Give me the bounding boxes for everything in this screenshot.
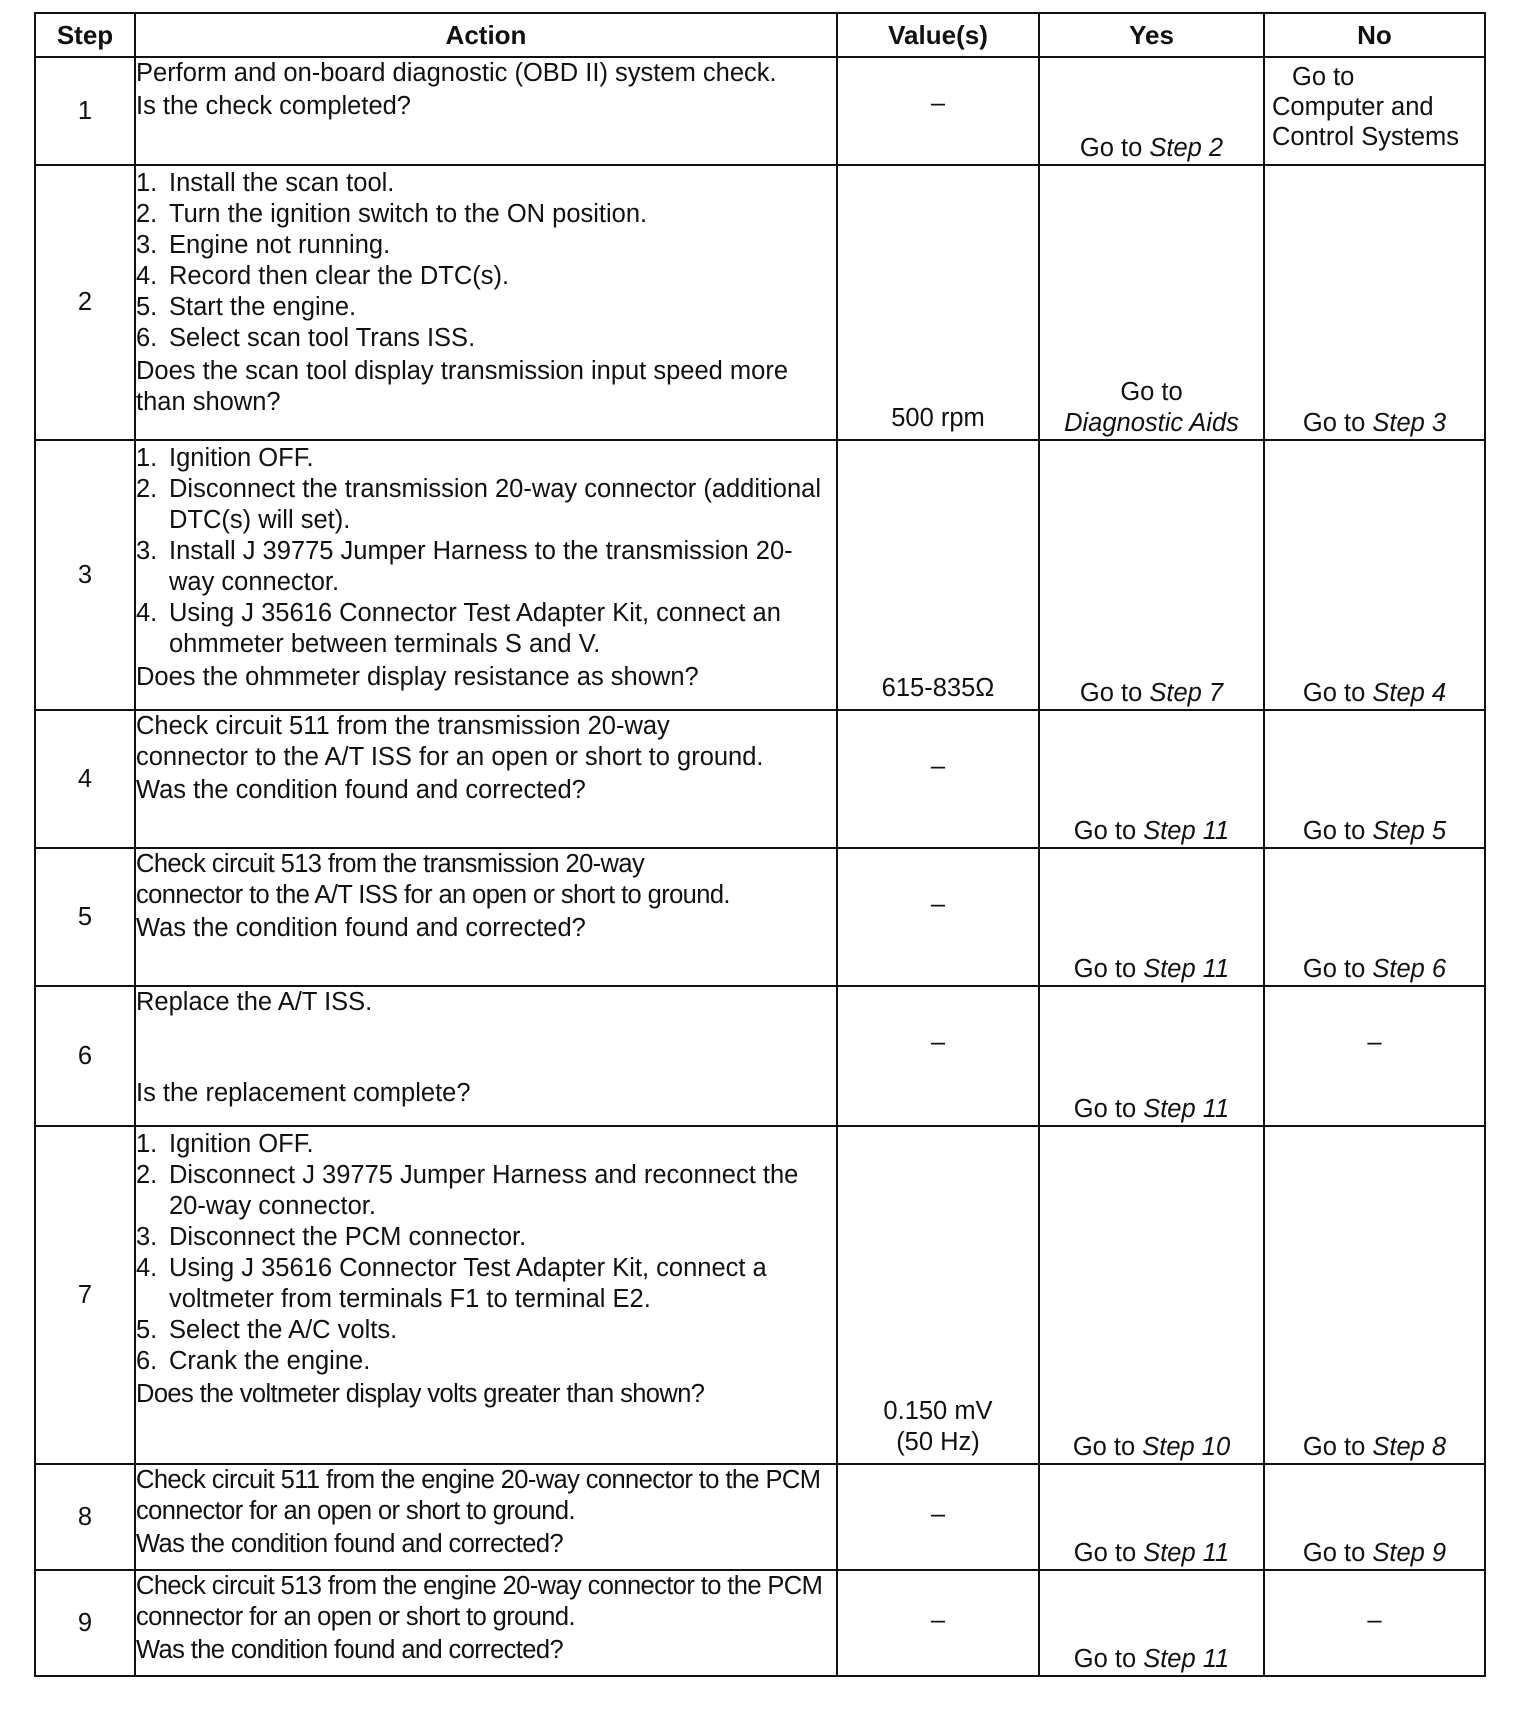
list-item-number: 1. [136,1130,158,1158]
yes-cell [1039,440,1264,710]
no-step-link[interactable]: Step 8 [1372,1433,1447,1461]
yes-step-link[interactable]: Step 11 [1143,955,1230,983]
value-cell [837,1464,1039,1570]
yes-cell [1039,848,1264,986]
list-item-text: Ignition OFF. [169,1130,314,1158]
action-question: Was the condition found and corrected? [136,776,586,804]
action-cell [135,710,837,848]
list-item [136,1129,836,1160]
table-row [35,1126,1485,1464]
yes-cell [1039,1464,1264,1570]
list-item-number: 2. [136,200,158,228]
yes-cell [1039,1570,1264,1676]
action-question: Was the condition found and corrected? [136,1530,564,1558]
action-question: Was the condition found and corrected? [136,914,586,942]
list-item-text: Select scan tool Trans ISS. [169,324,476,352]
procedure-list [136,443,836,660]
list-item-text: Disconnect J 39775 Jumper Harness and reconnect the 20-way connector. [169,1161,799,1220]
list-item-number: 2. [136,475,158,503]
action-instruction: Check circuit 513 from the engine 20-way connector to the PCM connector for an open or short to ground. [136,1572,823,1631]
action-cell [135,1570,837,1676]
no-line: Go to [1292,63,1355,91]
value-cell [837,710,1039,848]
diagnostic-table [34,12,1486,1677]
list-item-text: Disconnect the transmission 20-way connector (additional DTC(s) will set). [169,475,821,534]
value-text: – [930,89,946,117]
step-number: 8 [35,1464,135,1570]
action-instruction: Replace the A/T ISS. [136,988,373,1016]
no-cell [1264,165,1485,440]
no-cell [1264,1570,1485,1676]
action-instruction: Perform and on-board diagnostic (OBD II) system check. [136,59,777,87]
list-item [136,323,836,354]
yes-prefix: Go to [1073,1095,1144,1123]
value-cell [837,848,1039,986]
value-cell [837,440,1039,710]
action-instruction: Check circuit 511 from the transmission 20-way connector to the A/T ISS for an open or short to ground. [136,712,764,771]
value-text: 615-835Ω [881,674,995,702]
step-number: 5 [35,848,135,986]
list-item-number: 4. [136,262,158,290]
no-dash: – [1367,1606,1382,1634]
table-row [35,710,1485,848]
value-text: – [930,1500,946,1528]
value-cell [837,165,1039,440]
list-item [136,1253,836,1315]
yes-prefix: Go to [1120,378,1183,406]
list-item-number: 6. [136,1347,158,1375]
step-number: 6 [35,986,135,1126]
value-text: – [930,752,946,780]
list-item-number: 4. [136,1254,158,1282]
yes-step-link[interactable]: Step 10 [1142,1433,1231,1461]
list-item-text: Ignition OFF. [169,444,314,472]
yes-step-link[interactable]: Step 11 [1143,1095,1230,1123]
list-item [136,292,836,323]
action-spacer [136,1018,836,1076]
no-prefix: Go to [1302,1539,1373,1567]
list-item-number: 1. [136,444,158,472]
no-prefix: Go to [1302,1433,1373,1461]
action-question: Is the replacement complete? [136,1079,471,1107]
step-number: 3 [35,440,135,710]
yes-prefix: Go to [1073,1645,1144,1673]
no-cell [1264,986,1485,1126]
list-item-text: Record then clear the DTC(s). [169,262,510,290]
header-row [35,13,1485,57]
step-number: 9 [35,1570,135,1676]
value-cell [837,1570,1039,1676]
yes-cell [1039,710,1264,848]
table-row [35,986,1485,1126]
no-dash: – [1367,1028,1382,1056]
list-item-text: Crank the engine. [169,1347,371,1375]
list-item-number: 4. [136,599,158,627]
table-row [35,1464,1485,1570]
value-cell [837,1126,1039,1464]
list-item-number: 1. [136,169,158,197]
action-instruction: Check circuit 511 from the engine 20-way connector to the PCM connector for an open or short to ground. [136,1466,821,1525]
table-row [35,848,1485,986]
no-step-link[interactable]: Step 4 [1372,679,1447,707]
yes-prefix: Go to [1073,817,1144,845]
list-item-number: 5. [136,293,158,321]
list-item [136,474,836,536]
table-row [35,57,1485,165]
action-cell [135,57,837,165]
list-item-text: Turn the ignition switch to the ON position. [169,200,648,228]
value-text: – [930,1606,946,1634]
list-item [136,1346,836,1377]
table-row [35,440,1485,710]
list-item [136,230,836,261]
yes-prefix: Go to [1073,955,1144,983]
list-item-number: 6. [136,324,158,352]
no-prefix: Go to [1302,955,1373,983]
list-item [136,1315,836,1346]
no-step-link[interactable]: Step 6 [1372,955,1447,983]
no-prefix: Go to [1302,679,1373,707]
header-values: Value(s) [837,13,1039,57]
value-text: – [930,1028,946,1056]
list-item [136,443,836,474]
no-cell [1264,440,1485,710]
value-line: (50 Hz) [896,1428,980,1456]
action-question: Was the condition found and corrected? [136,1636,564,1664]
no-cell [1264,848,1485,986]
table-row [35,165,1485,440]
yes-cell [1039,165,1264,440]
value-line: 0.150 mV [883,1397,993,1425]
yes-prefix: Go to [1079,679,1150,707]
action-cell [135,1126,837,1464]
no-step-link[interactable]: Step 5 [1372,817,1447,845]
yes-step-link[interactable]: Step 2 [1149,134,1224,162]
list-item-text: Select the A/C volts. [169,1316,398,1344]
yes-prefix: Go to [1072,1433,1143,1461]
header-step: Step [35,13,135,57]
yes-cell [1039,57,1264,165]
yes-step-link[interactable]: Step 7 [1149,679,1224,707]
list-item-text: Using J 35616 Connector Test Adapter Kit, connect a voltmeter from terminals F1 to terminal E2. [169,1254,767,1313]
value-text: – [930,890,946,918]
list-item-text: Using J 35616 Connector Test Adapter Kit, connect an ohmmeter between terminals S and V. [169,599,781,658]
list-item-number: 2. [136,1161,158,1189]
action-cell [135,165,837,440]
header-action: Action [135,13,837,57]
value-cell [837,57,1039,165]
list-item [136,1160,836,1222]
list-item-number: 3. [136,537,158,565]
table-row [35,1570,1485,1676]
yes-step-link[interactable]: Step 11 [1143,1539,1230,1567]
no-line[interactable]: Computer and [1272,93,1434,121]
list-item [136,536,836,598]
no-cell [1264,57,1485,165]
action-cell [135,1464,837,1570]
action-cell [135,440,837,710]
list-item-text: Start the engine. [169,293,357,321]
action-cell [135,986,837,1126]
step-number: 1 [35,57,135,165]
header-no: No [1264,13,1485,57]
action-cell [135,848,837,986]
no-cell [1264,710,1485,848]
list-item [136,1222,836,1253]
no-prefix: Go to [1302,817,1373,845]
value-text: 500 rpm [891,404,985,432]
action-instruction: Check circuit 513 from the transmission 20-way connector to the A/T ISS for an open or short to ground. [136,850,730,909]
action-question: Does the scan tool display transmission input speed more than shown? [136,357,789,416]
yes-prefix: Go to [1079,134,1150,162]
list-item [136,598,836,660]
no-step-link[interactable]: Step 3 [1372,409,1447,437]
list-item-number: 3. [136,231,158,259]
list-item-text: Engine not running. [169,231,391,259]
yes-cell [1039,986,1264,1126]
list-item-text: Install J 39775 Jumper Harness to the transmission 20-way connector. [169,537,793,596]
list-item [136,261,836,292]
header-yes: Yes [1039,13,1264,57]
list-item [136,168,836,199]
no-prefix: Go to [1302,409,1373,437]
yes-cell [1039,1126,1264,1464]
value-cell [837,986,1039,1126]
no-step-link[interactable]: Step 9 [1372,1539,1447,1567]
procedure-list [136,168,836,354]
yes-step-link[interactable]: Step 11 [1143,1645,1230,1673]
procedure-list [136,1129,836,1377]
no-cell [1264,1464,1485,1570]
no-cell [1264,1126,1485,1464]
step-number: 7 [35,1126,135,1464]
action-question: Does the voltmeter display volts greater than shown? [136,1380,705,1408]
yes-diagnostic-aids-link[interactable]: Diagnostic Aids [1064,409,1239,437]
yes-prefix: Go to [1073,1539,1144,1567]
list-item-number: 5. [136,1316,158,1344]
no-line[interactable]: Control Systems [1272,123,1460,151]
step-number: 4 [35,710,135,848]
action-question: Is the check completed? [136,92,411,120]
list-item-number: 3. [136,1223,158,1251]
step-number: 2 [35,165,135,440]
list-item-text: Install the scan tool. [169,169,395,197]
action-question: Does the ohmmeter display resistance as shown? [136,663,699,691]
yes-step-link[interactable]: Step 11 [1143,817,1230,845]
list-item [136,199,836,230]
list-item-text: Disconnect the PCM connector. [169,1223,527,1251]
